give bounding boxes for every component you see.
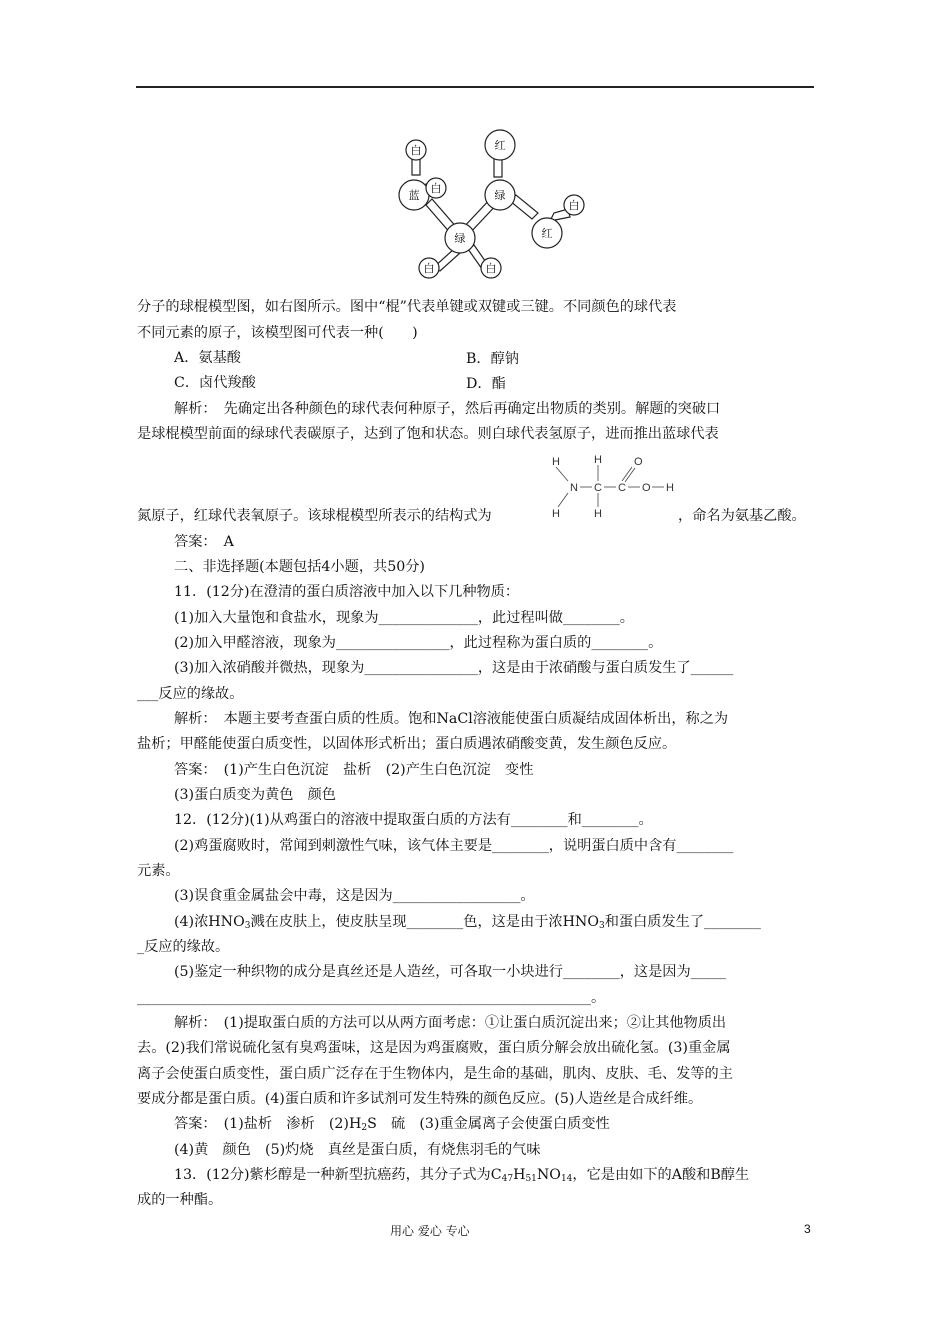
option-c: C．卤代羧酸	[174, 375, 256, 391]
svg-text:红: 红	[541, 227, 553, 240]
svg-text:绿: 绿	[494, 189, 506, 202]
svg-text:H: H	[594, 454, 602, 466]
svg-text:C: C	[618, 482, 626, 494]
section-heading: 二、非选择题(本题包括4小题，共50分)	[174, 559, 425, 575]
svg-text:红: 红	[494, 139, 506, 152]
analysis-line-2: 是球棍模型前面的绿球代表碳原子，达到了饱和状态。则白球代表氢原子，进而推出蓝球代表	[137, 426, 719, 442]
svg-text:N: N	[570, 482, 578, 494]
q12-part1: 12．(12分)(1)从鸡蛋白的溶液中提取蛋白质的方法有________和________。	[174, 812, 653, 828]
q12-part3: (3)误食重金属盐会中毒，这是因为__________________。	[174, 888, 535, 904]
q12-part4: (4)浓$HNO_3$溅在皮肤上，使皮肤呈现________色，这是由于浓$HNO_3$和蛋白质发生了________	[174, 914, 761, 931]
svg-text:H: H	[552, 508, 560, 520]
option-a: A．氨基酸	[174, 350, 241, 366]
q11-part3-cont: ___反应的缘故。	[137, 686, 244, 702]
q12-part4-cont: _反应的缘故。	[137, 939, 230, 955]
q11-stem: 11．(12分)在澄清的蛋白质溶液中加入以下几种物质：	[174, 584, 520, 600]
q11-answer-1: 答案： (1)产生白色沉淀 盐析 (2)产生白色沉淀 变性	[174, 762, 534, 778]
svg-text:H: H	[552, 456, 560, 468]
q12-answer-2: (4)黄 颜色 (5)灼烧 真丝是蛋白质，有烧焦羽毛的气味	[174, 1142, 541, 1158]
q11-analysis-1: 解析： 本题主要考查蛋白质的性质。饱和NaCl溶液能使蛋白质凝结成固体析出，称之为	[174, 711, 729, 727]
question-line-2: 不同元素的原子，该模型图可代表一种( )	[137, 325, 418, 341]
analysis-line-1: 解析： 先确定出各种颜色的球代表何种原子，然后再确定出物质的类别。解题的突破口	[174, 401, 721, 417]
svg-text:白: 白	[485, 262, 497, 275]
page-footer: 用心 爱心 专心	[390, 1224, 470, 1238]
question-line-1: 分子的球棍模型图，如右图所示。图中“棍”代表单键或双键或三键。不同颜色的球代表	[137, 299, 677, 315]
svg-text:H: H	[666, 482, 674, 494]
q11-answer-2: (3)蛋白质变为黄色 颜色	[174, 787, 336, 803]
svg-text:白: 白	[410, 144, 422, 157]
answer-10: 答案： A	[174, 534, 234, 550]
page-number: 3	[804, 1222, 811, 1236]
header-rule	[136, 86, 814, 88]
svg-text:O: O	[642, 482, 651, 494]
q12-analysis-2: 去。(2)我们常说硫化氢有臭鸡蛋味，这是因为鸡蛋腐败，蛋白质分解会放出硫化氢。(3)重金属	[137, 1040, 731, 1056]
svg-text:O: O	[634, 456, 643, 468]
svg-text:C: C	[594, 482, 602, 494]
q11-part3: (3)加入浓硝酸并微热，现象为________________，这是由于浓硝酸与蛋白质发生了______	[174, 660, 734, 676]
q12-part5-blank: ________________________________________________________________。	[137, 990, 606, 1006]
q12-answer-1: 答案： (1)盐析 渗析 $(2)H_2S$ 硫 (3)重金属离子会使蛋白质变性	[174, 1116, 610, 1133]
svg-text:蓝: 蓝	[408, 189, 420, 202]
q12-analysis-3: 离子会使蛋白质变性，蛋白质广泛存在于生物体内，是生命的基础，肌肉、皮肤、毛、发等的主	[137, 1066, 733, 1082]
svg-text:绿: 绿	[454, 232, 466, 245]
q13-stem-cont: 成的一种酯。	[137, 1192, 223, 1208]
q12-analysis-1: 解析： (1)提取蛋白质的方法可以从两方面考虑：①让蛋白质沉淀出来；②让其他物质出	[174, 1015, 727, 1031]
q13-stem: 13．(12分)紫杉醇是一种新型抗癌药，其分子式为$C_{47}H_{51}NO_{14}$，它是由如下的A酸和B醇生	[174, 1167, 750, 1184]
q11-part1: (1)加入大量饱和食盐水，现象为______________，此过程叫做________。	[174, 610, 634, 626]
svg-text:H: H	[594, 508, 602, 520]
structural-formula	[548, 451, 678, 521]
q12-part2: (2)鸡蛋腐败时，常闻到刺激性气味，该气体主要是________，说明蛋白质中含有________	[174, 838, 734, 854]
analysis-line-3b: ，命名为氨基乙酸。	[678, 508, 806, 524]
option-d: D．酯	[466, 376, 506, 392]
q12-part5: (5)鉴定一种织物的成分是真丝还是人造丝，可各取一小块进行________，这是因为_____	[174, 964, 727, 980]
svg-text:白: 白	[568, 199, 580, 212]
q12-part2-cont: 元素。	[137, 863, 180, 879]
analysis-line-3a: 氮原子，红球代表氧原子。该球棍模型所表示的结构式为	[137, 508, 492, 524]
option-b: B．醇钠	[466, 351, 519, 367]
q12-analysis-4: 要成分都是蛋白质。(4)蛋白质和许多试剂可发生特殊的颜色反应。(5)人造丝是合成纤维。	[137, 1091, 703, 1107]
svg-text:白: 白	[430, 182, 442, 195]
ball-stick-model	[390, 125, 600, 285]
q11-part2: (2)加入甲醛溶液，现象为________________，此过程称为蛋白质的________。	[174, 635, 663, 651]
svg-text:白: 白	[423, 262, 435, 275]
q11-analysis-2: 盐析；甲醛能使蛋白质变性，以固体形式析出；蛋白质遇浓硝酸变黄，发生颜色反应。	[137, 736, 677, 752]
